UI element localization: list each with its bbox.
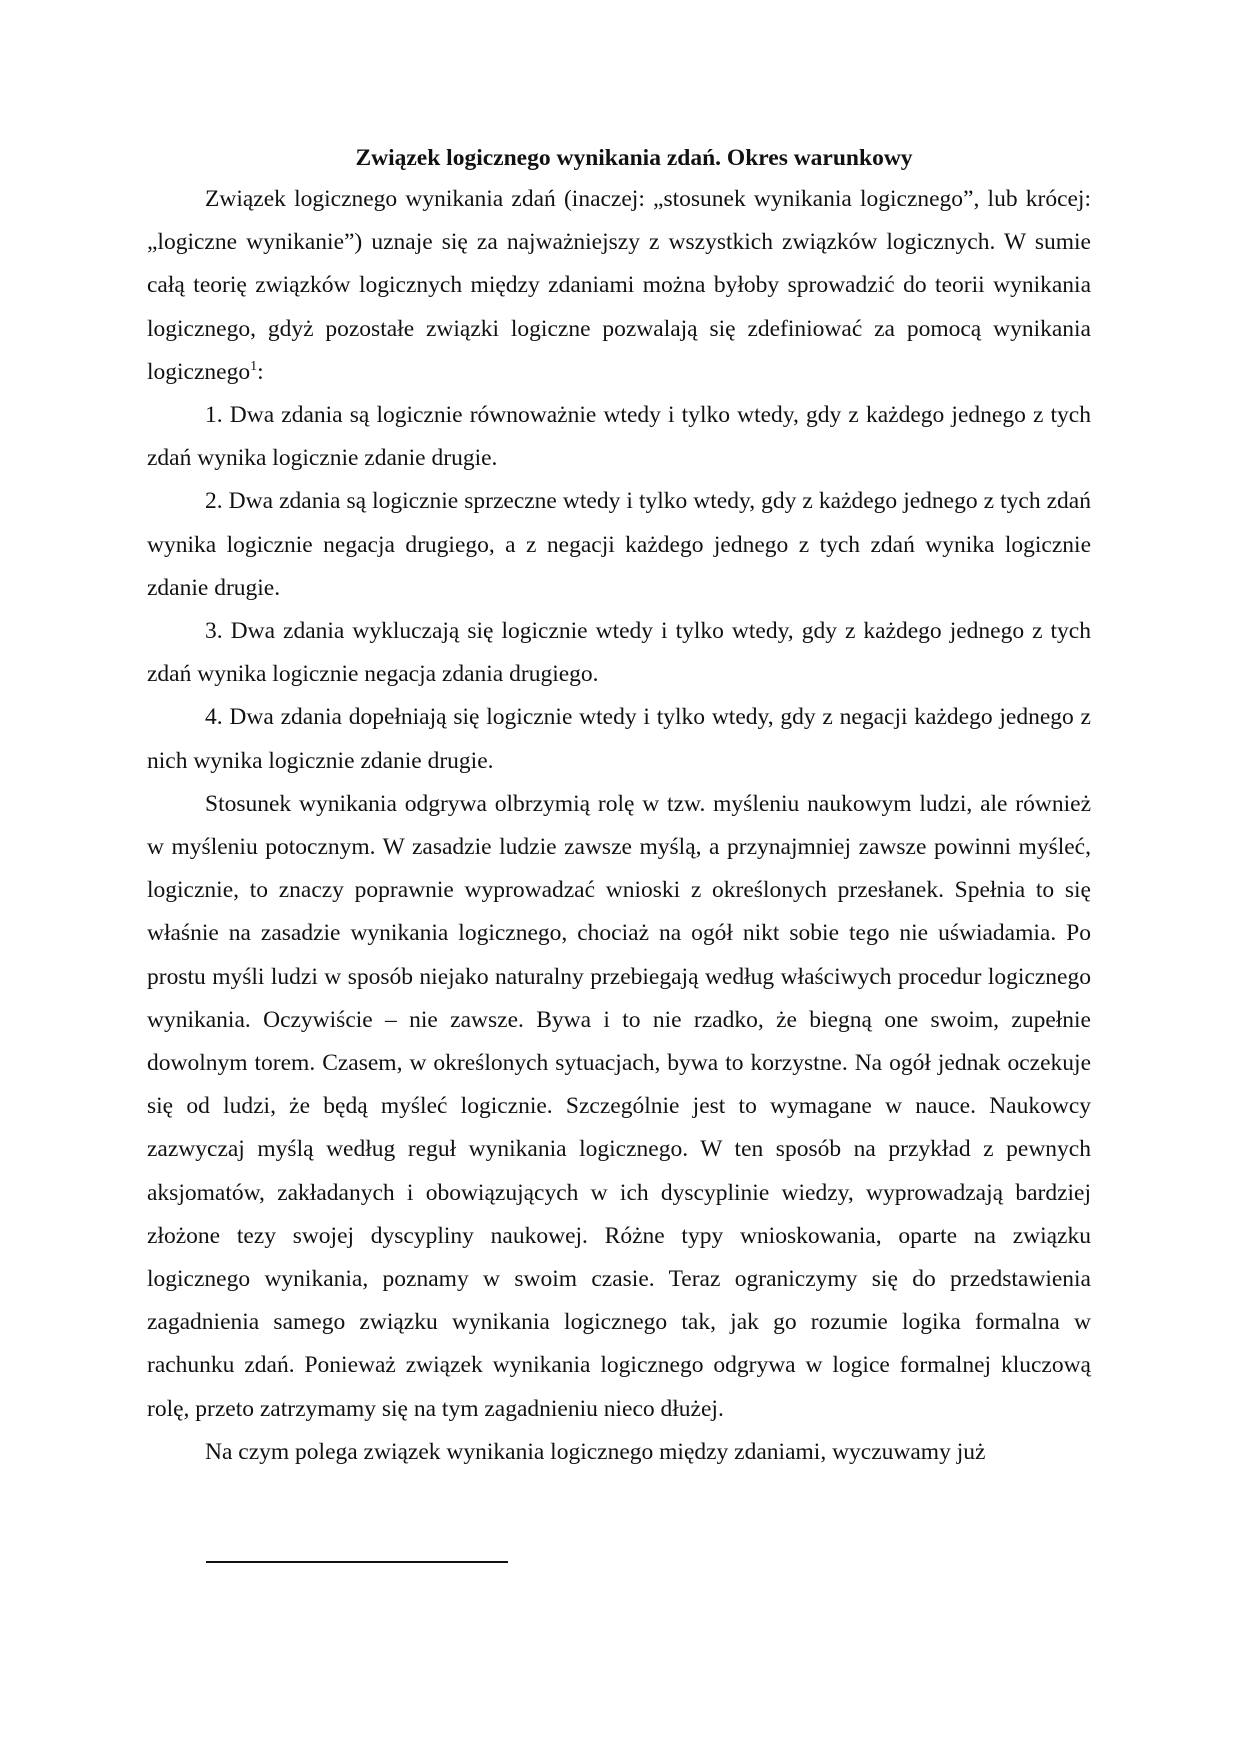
last-paragraph-fragment: Na czym polega związek wynikania logicznego między zdaniami, wyczuwamy już	[205, 1438, 986, 1465]
list-item-1: 1. Dwa zdania są logicznie równoważnie wtedy i tylko wtedy, gdy z każdego jednego z tych zdań wynika logicznie zdanie drugie.	[147, 402, 1091, 472]
intro-text: Związek logicznego wynikania zdań (inaczej: „stosunek wynikania logicznego”, lub krócej: „logiczne wynikanie”) uznaje się za najważniejszy z wszystkich związków logicznych. W sumie całą teorię związków logicznych między zdaniami można byłoby sprowadzić do teorii wynikania logicznego, gdyż pozostałe związki logiczne pozwalają się zdefiniować za pomocą wynikania logicznego	[147, 186, 1091, 385]
list-item-2: 2. Dwa zdania są logicznie sprzeczne wtedy i tylko wtedy, gdy z każdego jednego z tych zdań wynika logicznie negacja drugiego, a z negacji każdego jednego z tych zdań wynika logicznie zdanie drugie.	[147, 488, 1091, 601]
list-item-3: 3. Dwa zdania wykluczają się logicznie wtedy i tylko wtedy, gdy z każdego jednego z tych zdań wynika logicznie negacja zdania drugiego.	[147, 618, 1091, 688]
main-paragraph: Stosunek wynikania odgrywa olbrzymią rolę w tzw. myśleniu naukowym ludzi, ale również w myśleniu potocznym. W zasadzie ludzie zawsze myślą, a przynajmniej zawsze powinni myśleć, logicznie, to znaczy poprawnie wyprowadzać wnioski z określonych przesłanek. Spełnia to się właśnie na zasadzie wynikania logicznego, chociaż na ogół nikt sobie tego nie uświadamia. Po prostu myśli ludzi w sposób niejako naturalny przebiegają według właściwych procedur logicznego wynikania. Oczywiście – nie zawsze. Bywa i to nie rzadko, że biegną one swoim, zupełnie dowolnym torem. Czasem, w określonych sytuacjach, bywa to korzystne. Na ogół jednak oczekuje się od ludzi, że będą myśleć logicznie. Szczególnie jest to wymagane w nauce. Naukowcy zazwyczaj myślą według reguł wynikania logicznego. W ten sposób na przykład z pewnych aksjomatów, zakładanych i obowiązujących w ich dyscyplinie wiedzy, wyprowadzają bardziej złożone tezy swojej dyscypliny naukowej. Różne typy wnioskowania, oparte na związku logicznego wynikania, poznamy w swoim czasie. Teraz ograniczymy się do przedstawienia zagadnienia samego związku wynikania logicznego tak, jak go rozumie logika formalna w rachunku zdań. Ponieważ związek wynikania logicznego odgrywa w logice formalnej kluczową rolę, przeto zatrzymamy się na tym zagadnieniu nieco dłużej.	[147, 790, 1091, 1422]
document-title: Związek logicznego wynikania zdań. Okres warunkowy	[355, 145, 913, 171]
document-page	[147, 138, 1091, 1474]
footnote-separator	[206, 1561, 508, 1563]
footnote-reference[interactable]: 1	[250, 358, 258, 374]
list-item-4: 4. Dwa zdania dopełniają się logicznie wtedy i tylko wtedy, gdy z negacji każdego jednego z nich wynika logicznie zdanie drugie.	[147, 704, 1091, 774]
intro-colon: :	[257, 358, 264, 385]
intro-paragraph	[147, 178, 1091, 394]
